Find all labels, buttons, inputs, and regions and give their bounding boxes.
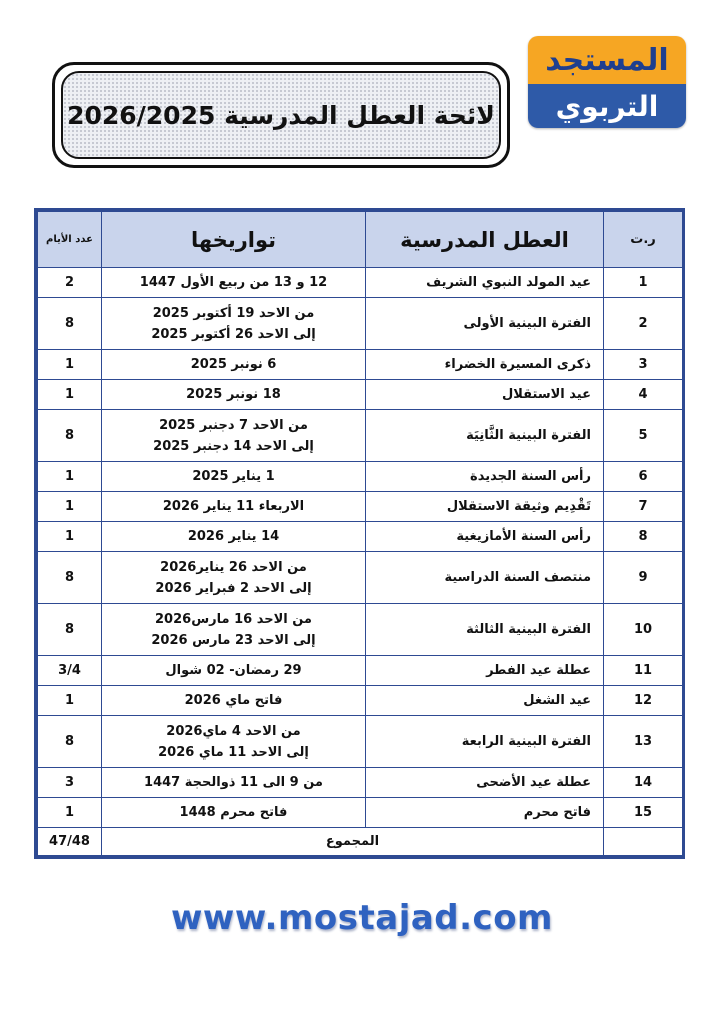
logo [528,36,686,128]
row-number-cell: 6 [604,462,683,492]
days-cell: 1 [38,492,102,522]
header-name: العطل المدرسية [366,212,604,268]
days-cell: 3/4 [38,656,102,686]
total-empty-cell [604,828,683,856]
date-line: من الاحد 16 مارس2026 [155,611,312,627]
row-number-cell: 1 [604,268,683,298]
row-number-cell: 9 [604,552,683,604]
dates-cell [102,268,366,298]
days-cell: 1 [38,380,102,410]
title-panel [61,71,501,159]
date-line: 1 يناير 2025 [192,469,275,484]
dates-cell [102,798,366,828]
holiday-name-cell: عيد الشغل [366,686,604,716]
table-row [38,716,683,768]
header-days-line2: الأيام [46,233,72,245]
days-cell: 8 [38,410,102,462]
dates-cell [102,552,366,604]
dates-cell [102,716,366,768]
total-row [38,828,683,856]
table-row [38,686,683,716]
table-row [38,350,683,380]
table-body [38,268,683,828]
date-line: إلى الاحد 11 ماي 2026 [158,744,309,760]
date-line: إلى الاحد 26 أكتوبر 2025 [151,326,316,342]
date-line: فاتح ماي 2026 [184,693,283,708]
date-line: من الاحد 7 دجنبر 2025 [159,417,308,433]
holidays-table-frame [34,208,685,859]
row-number-cell: 7 [604,492,683,522]
table-row [38,462,683,492]
holiday-name-cell: منتصف السنة الدراسية [366,552,604,604]
header-days-line1: عدد [75,233,93,245]
table-row [38,656,683,686]
dates-cell [102,462,366,492]
logo-bottom [528,84,686,128]
dates-cell [102,410,366,462]
table-row [38,798,683,828]
logo-text-bottom: التربوي [555,89,659,123]
row-number-cell: 5 [604,410,683,462]
table-row [38,604,683,656]
total-label: المجموع [102,828,604,856]
table-row [38,768,683,798]
holiday-name-cell: رأس السنة الأمازيغية [366,522,604,552]
date-line: من الاحد 26 يناير2026 [160,559,307,575]
table-row [38,552,683,604]
dates-cell [102,686,366,716]
date-line: إلى الاحد 23 مارس 2026 [151,632,316,648]
date-line: من الاحد 19 أكتوبر 2025 [152,305,315,321]
holiday-name-cell: عطلة عيد الأضحى [366,768,604,798]
days-cell: 3 [38,768,102,798]
holiday-name-cell: الفترة البينية الرابعة [366,716,604,768]
holiday-name-cell: فاتح محرم [366,798,604,828]
table-row [38,380,683,410]
row-number-cell: 8 [604,522,683,552]
date-line: 14 يناير 2026 [187,529,280,544]
holiday-name-cell: الفترة البينية الثَّانِيَة [366,410,604,462]
date-line: فاتح محرم 1448 [179,805,288,820]
dates-cell [102,380,366,410]
dates-cell [102,350,366,380]
date-line: إلى الاحد 14 دجنبر 2025 [153,438,314,454]
title-frame [52,62,510,168]
days-cell: 1 [38,686,102,716]
date-line: 18 نونبر 2025 [186,387,281,402]
holiday-name-cell: تَقْدِيم وثيقة الاستقلال [366,492,604,522]
logo-top [528,36,686,84]
days-cell: 1 [38,798,102,828]
header-days [38,212,102,268]
date-line: 12 و 13 من ربيع الأول 1447 [139,275,328,290]
table-row [38,410,683,462]
page-title: لائحة العطل المدرسية 2026/2025 [67,100,495,130]
dates-cell [102,492,366,522]
holiday-name-cell: عيد الاستقلال [366,380,604,410]
row-number-cell: 2 [604,298,683,350]
logo-text-top: المستجد [545,42,669,78]
date-line: من 9 الى 11 ذوالحجة 1447 [144,775,323,790]
row-number-cell: 12 [604,686,683,716]
website-url[interactable]: www.mostajad.com [171,898,553,938]
date-line: الاربعاء 11 يناير 2026 [162,499,305,514]
days-cell: 8 [38,716,102,768]
date-line: 29 رمضان- 02 شوال [165,663,302,678]
date-line: من الاحد 4 ماي2026 [166,723,301,739]
row-number-cell: 10 [604,604,683,656]
holiday-name-cell: عطلة عيد الفطر [366,656,604,686]
header-dates: تواريخها [102,212,366,268]
date-line: 6 نونبر 2025 [190,357,277,372]
holidays-table [37,211,683,856]
header-row [38,212,683,268]
row-number-cell: 3 [604,350,683,380]
dates-cell [102,604,366,656]
days-cell: 1 [38,522,102,552]
row-number-cell: 13 [604,716,683,768]
row-number-cell: 4 [604,380,683,410]
dates-cell [102,768,366,798]
dates-cell [102,656,366,686]
holiday-name-cell: رأس السنة الجديدة [366,462,604,492]
days-cell: 8 [38,604,102,656]
holiday-name-cell: الفترة البينية الثالثة [366,604,604,656]
total-days: 47/48 [38,828,102,856]
row-number-cell: 15 [604,798,683,828]
table-row [38,298,683,350]
table-row [38,522,683,552]
days-cell: 1 [38,462,102,492]
days-cell: 8 [38,552,102,604]
days-cell: 2 [38,268,102,298]
table-row [38,492,683,522]
row-number-cell: 11 [604,656,683,686]
dates-cell [102,522,366,552]
header-num: ر.ت [604,212,683,268]
holiday-name-cell: عيد المولد النبوي الشريف [366,268,604,298]
date-line: إلى الاحد 2 فبراير 2026 [155,580,312,596]
holiday-name-cell: ذكرى المسيرة الخضراء [366,350,604,380]
days-cell: 8 [38,298,102,350]
days-cell: 1 [38,350,102,380]
dates-cell [102,298,366,350]
row-number-cell: 14 [604,768,683,798]
table-row [38,268,683,298]
holiday-name-cell: الفترة البينية الأولى [366,298,604,350]
